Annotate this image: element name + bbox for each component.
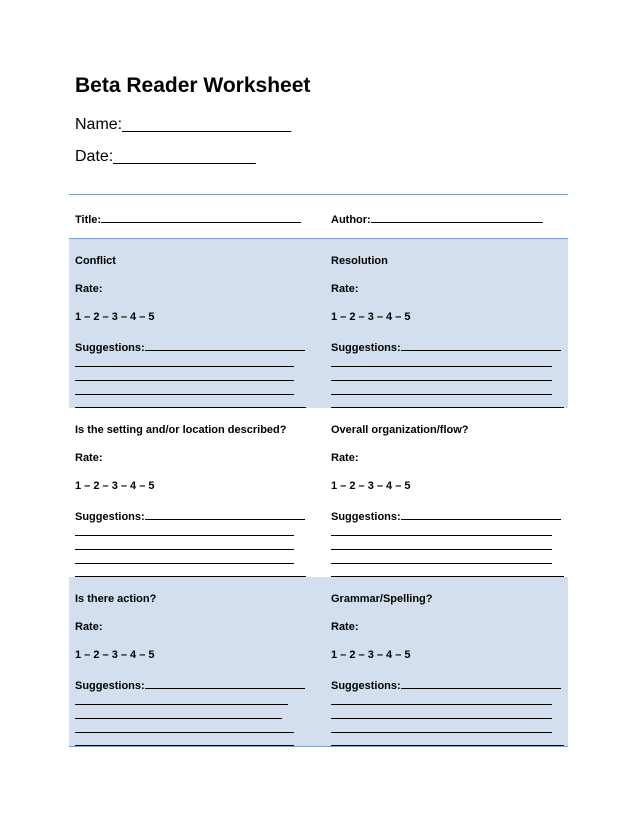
rate-label: Rate:: [331, 452, 359, 464]
answer-line[interactable]: [331, 394, 552, 395]
rate-label: Rate:: [331, 283, 359, 295]
title-label: Title:: [75, 214, 102, 226]
answer-line[interactable]: [75, 718, 282, 719]
suggestions-blank[interactable]: [401, 677, 561, 689]
suggestions-field[interactable]: [75, 677, 305, 692]
suggestions-field[interactable]: [75, 339, 305, 354]
answer-line[interactable]: [331, 718, 552, 719]
suggestions-field[interactable]: [331, 677, 561, 692]
suggestions-blank[interactable]: [145, 508, 305, 520]
rate-label: Rate:: [331, 621, 359, 633]
rate-label: Rate:: [75, 452, 103, 464]
suggestions-label: Suggestions:: [75, 342, 145, 354]
info-row: [69, 194, 568, 238]
answer-line[interactable]: [331, 366, 552, 367]
rate-label: Rate:: [75, 621, 103, 633]
suggestions-blank[interactable]: [401, 339, 561, 351]
section-row-2: [69, 408, 568, 577]
title-blank[interactable]: [101, 211, 301, 223]
section-heading: Conflict: [75, 255, 116, 267]
answer-line[interactable]: [331, 563, 552, 564]
section-heading: Is the setting and/or location described?: [75, 424, 287, 436]
answer-line[interactable]: [331, 535, 552, 536]
section-row-1: [69, 239, 568, 408]
answer-line[interactable]: [75, 563, 294, 564]
title-field[interactable]: [75, 211, 301, 226]
section-heading: Resolution: [331, 255, 388, 267]
suggestions-label: Suggestions:: [331, 342, 401, 354]
answer-line[interactable]: [75, 704, 288, 705]
suggestions-field[interactable]: [75, 508, 305, 523]
rate-label: Rate:: [75, 283, 103, 295]
rating-scale[interactable]: 1 – 2 – 3 – 4 – 5: [331, 480, 411, 492]
answer-line[interactable]: [75, 394, 294, 395]
suggestions-label: Suggestions:: [75, 511, 145, 523]
answer-line[interactable]: [331, 732, 552, 733]
section-heading: Grammar/Spelling?: [331, 593, 433, 605]
suggestions-label: Suggestions:: [331, 511, 401, 523]
answer-line[interactable]: [331, 380, 552, 381]
answer-line[interactable]: [75, 732, 294, 733]
date-field[interactable]: Date:________________: [75, 148, 256, 165]
page-title: Beta Reader Worksheet: [75, 74, 311, 97]
author-blank[interactable]: [371, 211, 543, 223]
answer-line[interactable]: [331, 704, 552, 705]
suggestions-field[interactable]: [331, 339, 561, 354]
name-field[interactable]: Name:___________________: [75, 116, 292, 133]
suggestions-label: Suggestions:: [331, 680, 401, 692]
answer-line[interactable]: [75, 380, 294, 381]
answer-line[interactable]: [75, 366, 294, 367]
section-heading: Overall organization/flow?: [331, 424, 469, 436]
rating-scale[interactable]: 1 – 2 – 3 – 4 – 5: [75, 311, 155, 323]
rating-scale[interactable]: 1 – 2 – 3 – 4 – 5: [75, 649, 155, 661]
author-label: Author:: [331, 214, 371, 226]
rating-scale[interactable]: 1 – 2 – 3 – 4 – 5: [75, 480, 155, 492]
table-bottom-border: [69, 746, 568, 747]
suggestions-blank[interactable]: [145, 677, 305, 689]
answer-line[interactable]: [75, 535, 294, 536]
section-row-3: [69, 577, 568, 746]
section-heading: Is there action?: [75, 593, 157, 605]
answer-line[interactable]: [75, 549, 294, 550]
author-field[interactable]: [331, 211, 543, 226]
suggestions-blank[interactable]: [145, 339, 305, 351]
answer-line[interactable]: [331, 549, 552, 550]
suggestions-label: Suggestions:: [75, 680, 145, 692]
suggestions-field[interactable]: [331, 508, 561, 523]
rating-scale[interactable]: 1 – 2 – 3 – 4 – 5: [331, 311, 411, 323]
rating-scale[interactable]: 1 – 2 – 3 – 4 – 5: [331, 649, 411, 661]
suggestions-blank[interactable]: [401, 508, 561, 520]
